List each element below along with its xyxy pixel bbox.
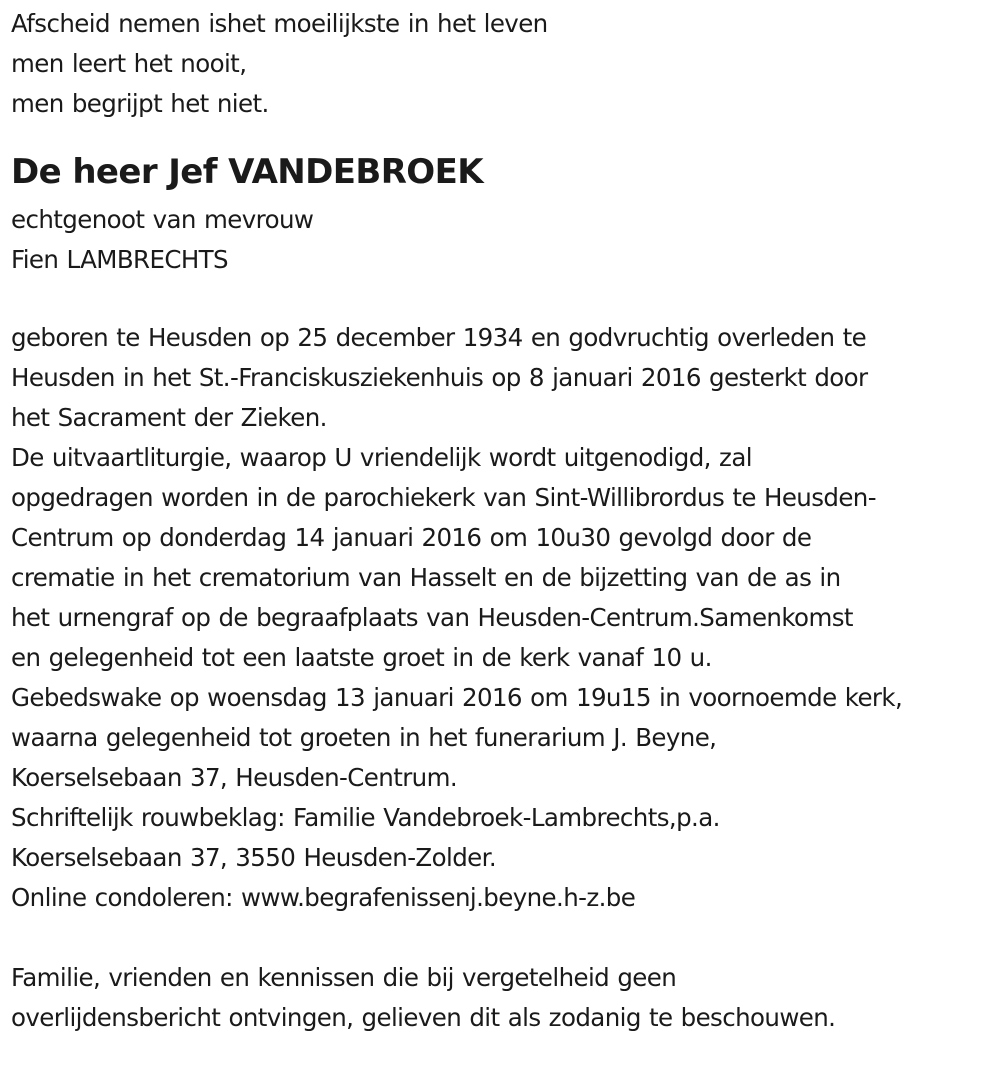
verse-line: men leert het nooit, <box>11 49 247 78</box>
spouse-line: Fien LAMBRECHTS <box>11 245 228 274</box>
body-line: het urnengraf op de begraafplaats van Heusden-Centrum.Samenkomst <box>11 603 853 632</box>
condolence-website: Online condoleren: www.begrafenissenj.beyne.h-z.be <box>11 883 636 912</box>
deceased-name: De heer Jef VANDEBROEK <box>11 152 483 192</box>
opening-verse <box>11 4 996 124</box>
body-line: Gebedswake op woensdag 13 januari 2016 om 19u15 in voornoemde kerk, <box>11 683 903 712</box>
notice-body <box>11 318 996 918</box>
spouse-line: echtgenoot van mevrouw <box>11 205 314 234</box>
body-line: Centrum op donderdag 14 januari 2016 om 10u30 gevolgd door de <box>11 523 812 552</box>
obituary-notice <box>11 4 996 1038</box>
body-line: opgedragen worden in de parochiekerk van Sint-Willibrordus te Heusden- <box>11 483 876 512</box>
closing-line: overlijdensbericht ontvingen, gelieven dit als zodanig te beschouwen. <box>11 1003 836 1032</box>
verse-line: men begrijpt het niet. <box>11 89 269 118</box>
closing-line: Familie, vrienden en kennissen die bij vergetelheid geen <box>11 963 677 992</box>
verse-line: Afscheid nemen ishet moeilijkste in het leven <box>11 9 548 38</box>
body-line: Schriftelijk rouwbeklag: Familie Vandebroek-Lambrechts,p.a. <box>11 803 720 832</box>
body-line: crematie in het crematorium van Hasselt en de bijzetting van de as in <box>11 563 841 592</box>
body-line: De uitvaartliturgie, waarop U vriendelijk wordt uitgenodigd, zal <box>11 443 752 472</box>
body-line: en gelegenheid tot een laatste groet in de kerk vanaf 10 u. <box>11 643 712 672</box>
body-line: Heusden in het St.-Franciskusziekenhuis op 8 januari 2016 gesterkt door <box>11 363 868 392</box>
body-line: Koerselsebaan 37, Heusden-Centrum. <box>11 763 458 792</box>
body-line: waarna gelegenheid tot groeten in het funerarium J. Beyne, <box>11 723 717 752</box>
body-line: geboren te Heusden op 25 december 1934 en godvruchtig overleden te <box>11 323 867 352</box>
body-line: Koerselsebaan 37, 3550 Heusden-Zolder. <box>11 843 497 872</box>
spouse-info <box>11 200 996 280</box>
body-line: het Sacrament der Zieken. <box>11 403 327 432</box>
closing-note <box>11 958 996 1038</box>
